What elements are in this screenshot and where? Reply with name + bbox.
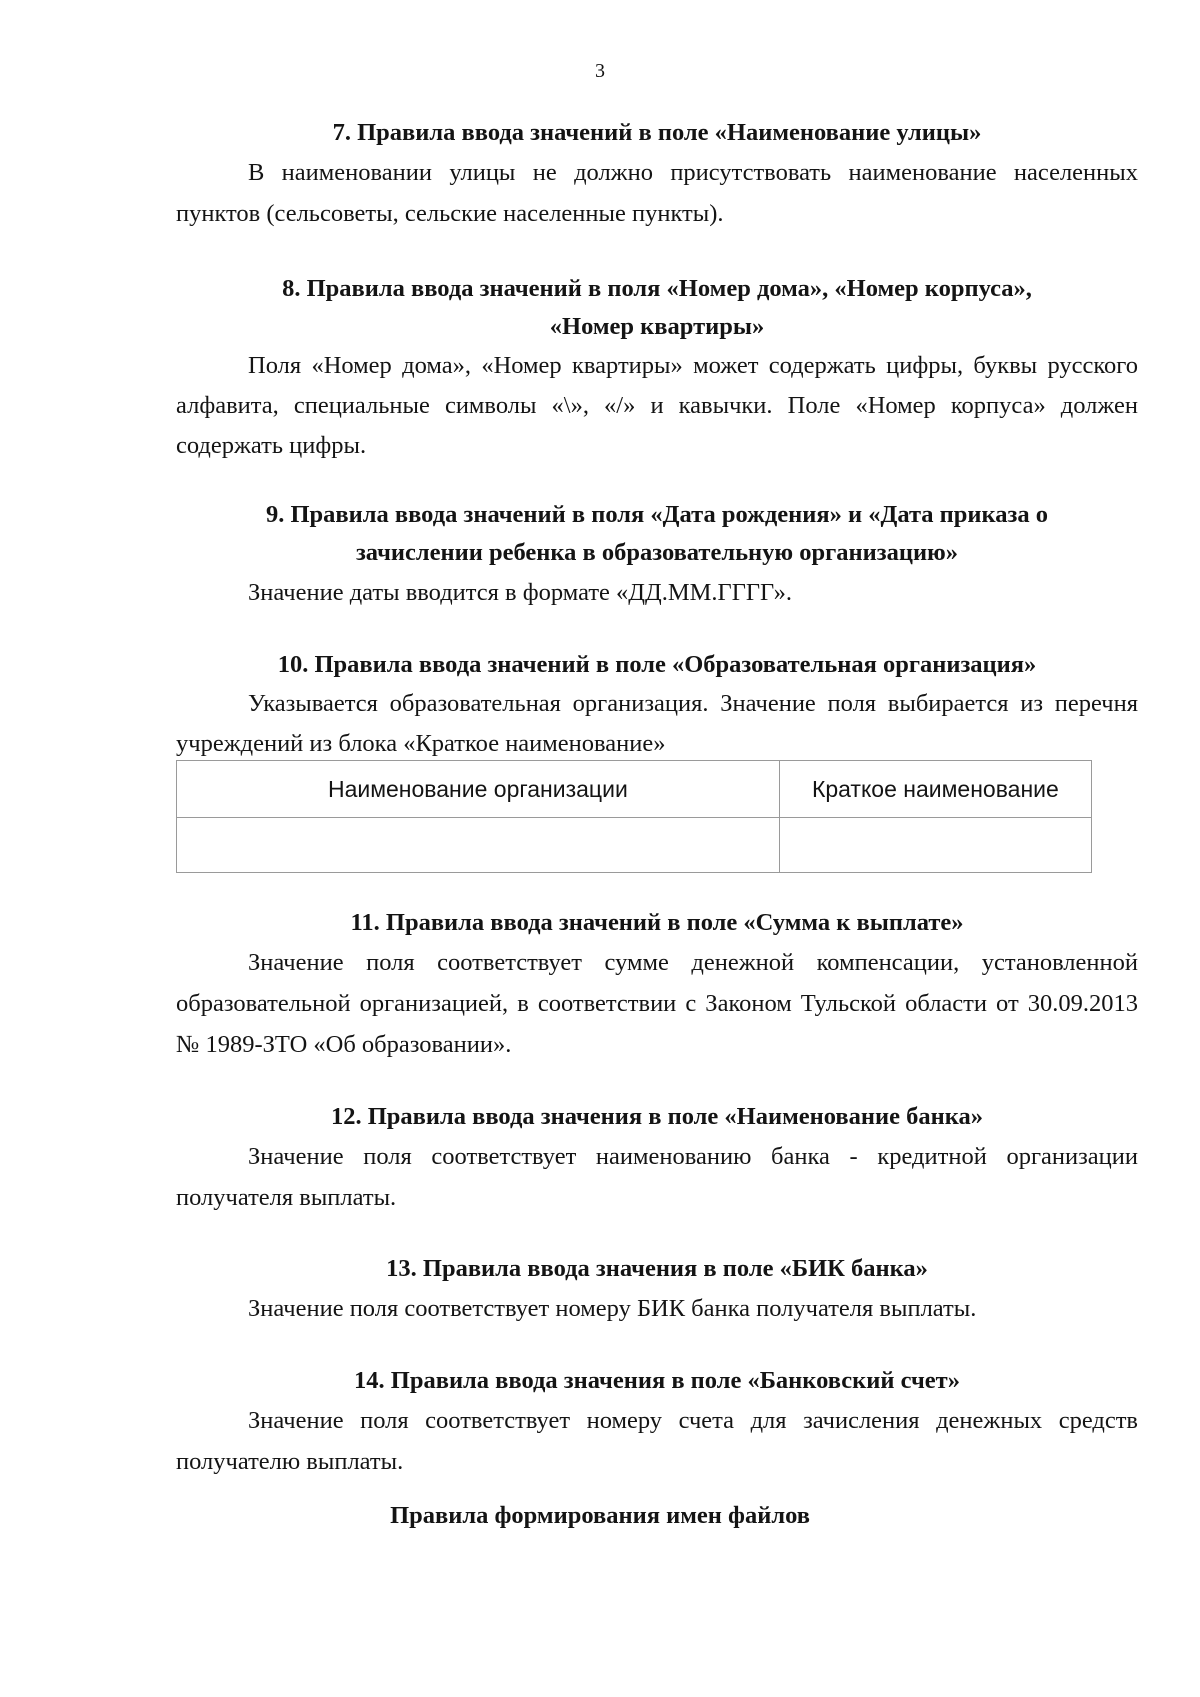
section-title: 7. Правила ввода значений в поле «Наименование улицы» <box>332 119 982 146</box>
section-title: 13. Правила ввода значения в поле «БИК банка» <box>386 1255 928 1282</box>
table-cell <box>779 818 1091 873</box>
section-title: 11. Правила ввода значений в поле «Сумма к выплате» <box>350 909 964 936</box>
section-title: 14. Правила ввода значения в поле «Банковский счет» <box>354 1367 960 1394</box>
table-row <box>177 818 1092 873</box>
section-title-line-1: 9. Правила ввода значений в поля «Дата рождения» и «Дата приказа о <box>265 501 1048 528</box>
section-14 <box>176 1362 1138 1482</box>
section-body: Указывается образовательная организация. Значение поля выбирается из перечня учреждений из блока «Краткое наименование» <box>176 690 1138 757</box>
table-cell <box>177 818 780 873</box>
file-naming-rules-heading: Правила формирования имен файлов <box>390 1502 810 1529</box>
section-7 <box>176 114 1138 234</box>
section-title-line-2: зачислении ребенка в образовательную организацию» <box>355 539 959 566</box>
section-11 <box>176 904 1138 1065</box>
page-number: 3 <box>595 60 605 82</box>
table-header-row <box>177 761 1092 818</box>
section-title: 10. Правила ввода значений в поле «Образовательная организация» <box>277 651 1037 678</box>
section-title-line-1: 8. Правила ввода значений в поля «Номер дома», «Номер корпуса», <box>282 275 1032 302</box>
table-header-org-name: Наименование организации <box>177 761 780 818</box>
table-header-short-name: Краткое наименование <box>779 761 1091 818</box>
section-title-line-2: «Номер квартиры» <box>549 313 765 340</box>
section-body: Значение поля соответствует сумме денежной компенсации, установленной образовательной организацией, в соответствии с Законом Тульской области от 30.09.2013 № 1989-ЗТО «Об образовании». <box>176 949 1138 1058</box>
section-body: Поля «Номер дома», «Номер квартиры» может содержать цифры, буквы русского алфавита, специальные символы «\», «/» и кавычки. Поле «Номер корпуса» должен содержать цифры. <box>176 352 1138 459</box>
section-body: Значение поля соответствует номеру БИК банка получателя выплаты. <box>248 1295 977 1322</box>
section-12 <box>176 1098 1138 1218</box>
section-8 <box>176 270 1138 466</box>
section-13 <box>176 1250 1138 1329</box>
section-body: Значение поля соответствует номеру счета для зачисления денежных средств получателю выплаты. <box>176 1407 1138 1475</box>
organization-table <box>176 760 1092 873</box>
section-body: Значение даты вводится в формате «ДД.ММ.ГГГГ». <box>248 579 792 606</box>
section-title: 12. Правила ввода значения в поле «Наименование банка» <box>330 1103 983 1130</box>
section-9 <box>176 496 1138 613</box>
section-10 <box>176 646 1138 764</box>
section-body: Значение поля соответствует наименованию банка - кредитной организации получателя выплаты. <box>176 1143 1138 1211</box>
section-body: В наименовании улицы не должно присутствовать наименование населенных пунктов (сельсоветы, сельские населенные пункты). <box>176 159 1138 227</box>
